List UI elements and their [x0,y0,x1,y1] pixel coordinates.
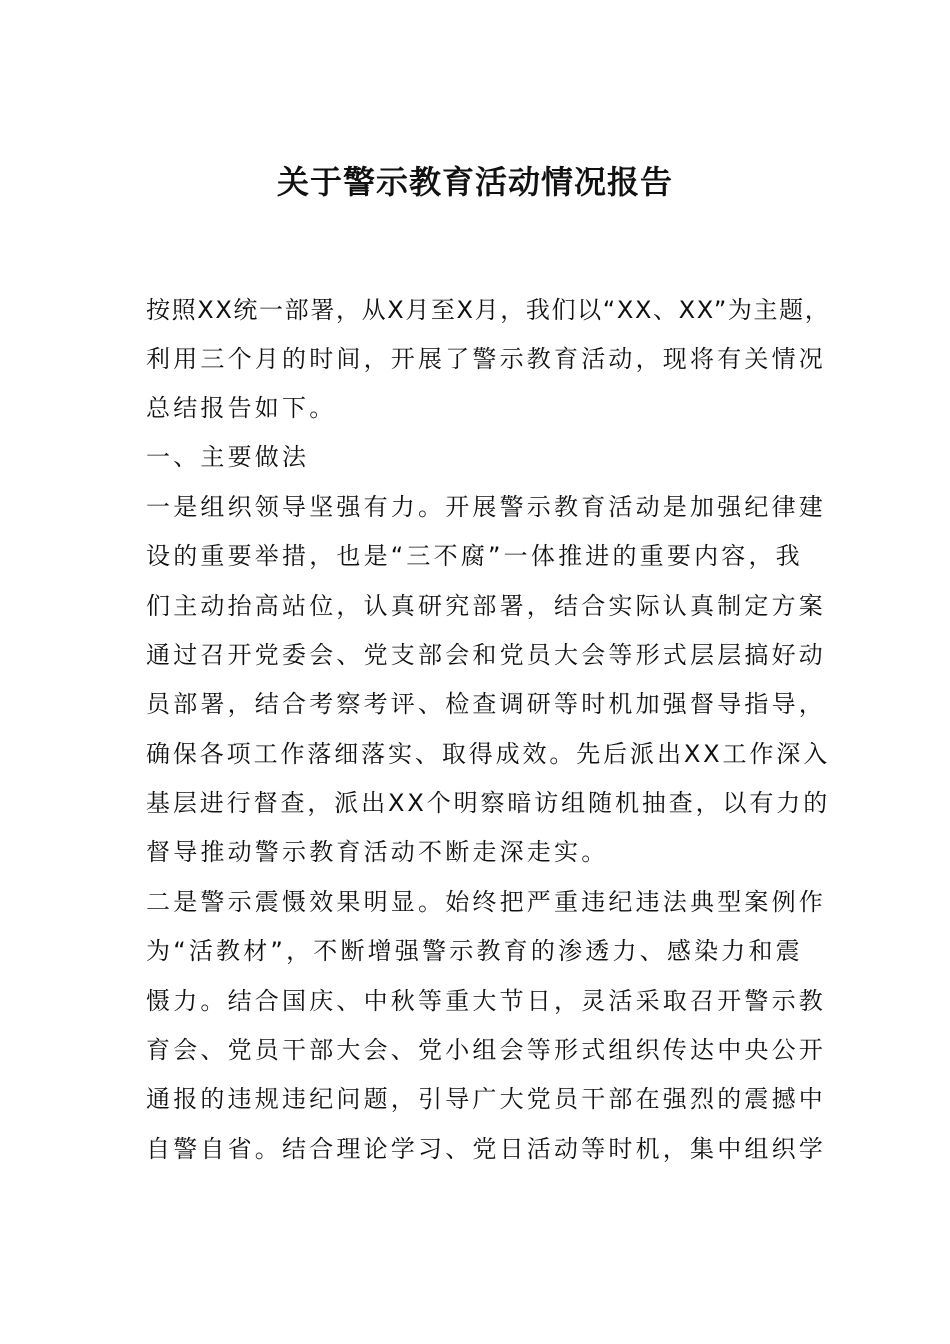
text-line: 总结报告如下。 [146,394,337,422]
text-line: 员部署，结合考察考评、检查调研等时机加强督导指导， [146,690,826,718]
text-line: 通报的违规违纪问题，引导广大党员干部在强烈的震撼中 [146,1085,826,1113]
text-line: 确保各项工作落细落实、取得成效。先后派出XX工作深入 [146,740,831,768]
text-line: 二是警示震慑效果明显。始终把严重违纪违法典型案例作 [146,888,826,916]
text-line: 育会、党员干部大会、党小组会等形式组织传达中央公开 [146,1036,826,1064]
text-line: 自警自省。结合理论学习、党日活动等时机，集中组织学 [146,1135,826,1163]
section-heading: 一、主要做法 [146,443,310,471]
text-line: 设的重要举措，也是“三不腐”一体推进的重要内容，我 [146,542,803,570]
text-line: 督导推动警示教育活动不断走深走实。 [146,838,609,866]
text-line: 利用三个月的时间，开展了警示教育活动，现将有关情况 [146,345,826,373]
text-line: 通过召开党委会、党支部会和党员大会等形式层层搞好动 [146,641,826,669]
text-line: 一是组织领导坚强有力。开展警示教育活动是加强纪律建 [146,493,826,521]
text-line: 基层进行督查，派出XX个明察暗访组随机抽查，以有力的 [146,789,831,817]
text-line: 为“活教材”，不断增强警示教育的渗透力、感染力和震 [146,937,803,965]
document-title: 关于警示教育活动情况报告 [276,163,673,201]
text-line: 们主动抬高站位，认真研究部署，结合实际认真制定方案 [146,592,826,620]
text-line: 按照XX统一部署，从X月至X月，我们以“XX、XX”为主题， [146,296,831,324]
text-line: 慑力。结合国庆、中秋等重大节日，灵活采取召开警示教 [146,987,826,1015]
